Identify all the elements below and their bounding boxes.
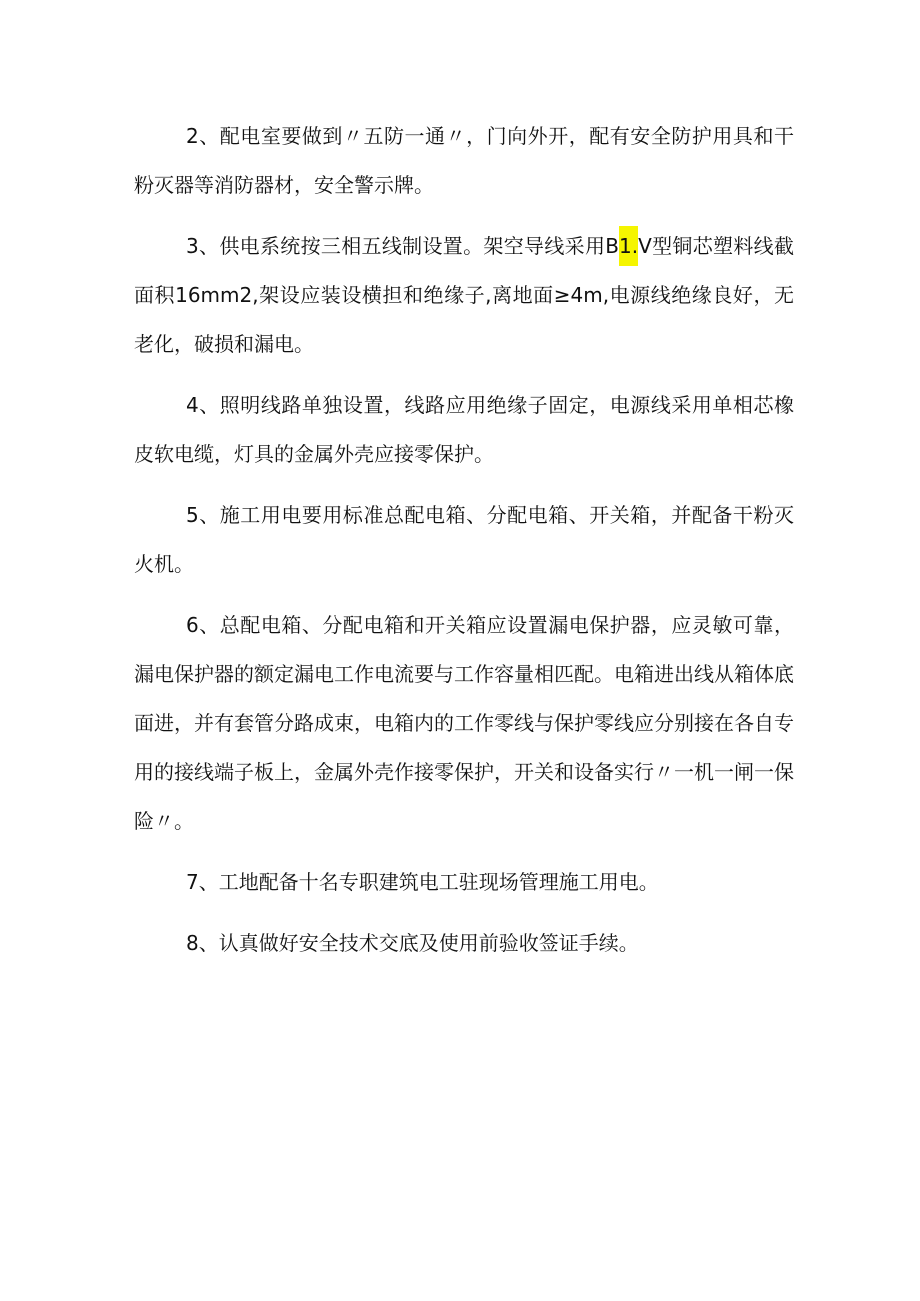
- paragraph-item-3-text-before: 3、供电系统按三相五线制设置。架空导线采用B: [186, 234, 620, 258]
- paragraph-item-4: 4、照明线路单独设置，线路应用绝缘子固定，电源线采用单相芯橡皮软电缆，灯具的金属外壳应接零保护。: [134, 393, 794, 466]
- paragraph-item-8: 8、认真做好安全技术交底及使用前验收签证手续。: [186, 931, 639, 955]
- highlighted-text: 1.: [619, 226, 638, 266]
- paragraph-item-3-text-after: V型铜芯塑料线截面积16mm2,架设应装设横担和绝缘子,离地面≥4m,电源线绝缘良好，无老化，破损和漏电。: [134, 234, 794, 356]
- paragraph-item-5: 5、施工用电要用标准总配电箱、分配电箱、开关箱，并配备干粉灭火机。: [134, 503, 794, 576]
- paragraph-item-3: [134, 222, 794, 369]
- paragraph-item-2: 2、配电室要做到〃五防一通〃，门向外开，配有安全防护用具和干粉灭器等消防器材，安全警示牌。: [134, 124, 794, 197]
- document-body: [134, 112, 794, 980]
- paragraph-item-6: 6、总配电箱、分配电箱和开关箱应设置漏电保护器，应灵敏可靠，漏电保护器的额定漏电工作电流要与工作容量相匹配。电箱进出线从箱体底面进，并有套管分路成束，电箱内的工作零线与保护零线应分别接在各自专用的接线端子板上，金属外壳作接零保护，开关和设备实行〃一机一闸一保险〃。: [134, 613, 794, 833]
- paragraph-item-7: 7、工地配备十名专职建筑电工驻现场管理施工用电。: [186, 870, 659, 894]
